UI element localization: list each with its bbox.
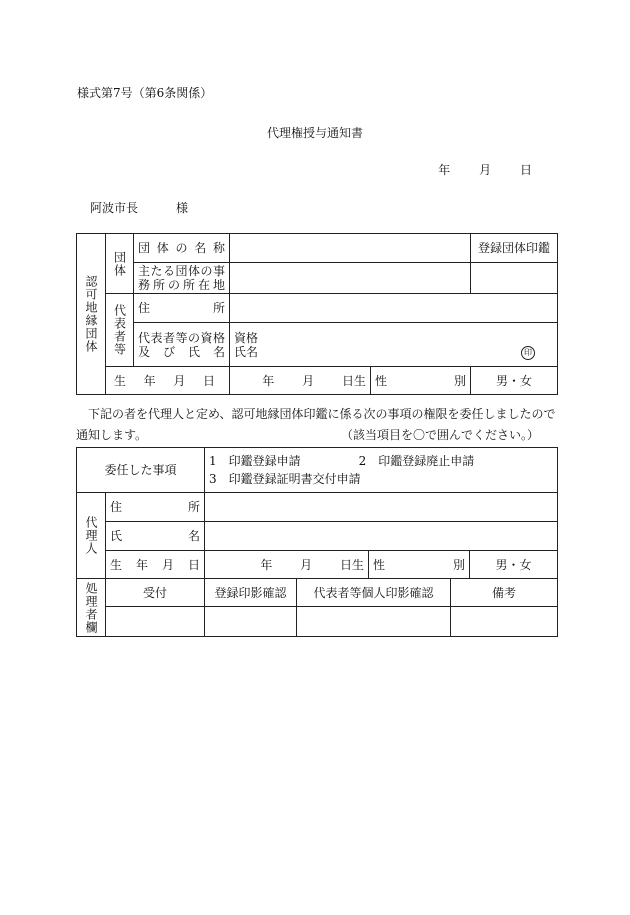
seal-check-header: 登録印影確認 [205,579,297,607]
seal-check-field[interactable] [205,607,297,637]
agent-birth-date-field[interactable] [205,551,369,579]
birth-date-field[interactable] [230,367,371,395]
notice-note: （該当項目を〇で囲んでください。） [347,428,540,442]
date-year: 年 [438,163,451,177]
document-title: 代理権授与通知書 [266,126,363,140]
org-side-label: 認可地縁団体 [77,234,106,395]
org-rep-label: 代表者等 [106,294,134,367]
seal-mark: 印 [521,346,535,360]
birth-year: 年 [262,373,275,388]
delegation-notice [76,404,566,446]
delegated-items-label: 委任した事項 [77,448,205,493]
rep-qualification-name-field[interactable] [230,323,558,367]
remarks-field[interactable] [451,607,558,637]
birth-month: 月 [302,373,315,388]
item-seal-registration[interactable]: 1 印鑑登録申請 [209,454,301,468]
notice-line-2: 通知します。 （該当項目を〇で囲んでください。） [76,428,540,442]
name-label: 氏名 [234,344,259,359]
sex-value[interactable]: 男・女 [471,367,558,395]
seal-area [471,263,558,294]
item-seal-certificate[interactable]: 3 印鑑登録証明書交付申請 [209,472,361,486]
agent-birth-day: 日生 [340,557,365,572]
processor-label: 処理者欄 [77,579,106,637]
rep-seal-check-field[interactable] [297,607,451,637]
rep-qualification-name-label: 代表者等の資格及び氏名 [134,323,230,367]
agent-address-label: 住 所 [106,493,205,522]
date-month: 月 [479,163,492,177]
date-line [438,161,532,178]
org-name-label: 団体の名称 [134,234,230,263]
birth-label: 生年月日 [106,367,230,395]
agent-sex-label: 性 別 [369,551,470,579]
organization-table [76,233,558,395]
org-name-field[interactable] [230,234,471,263]
birth-day: 日生 [341,373,366,388]
agent-sex-value[interactable]: 男・女 [470,551,558,579]
agent-birth-label: 生年月日 [106,551,205,579]
notice-line-1: 下記の者を代理人と定め、認可地縁団体印鑑に係る次の事項の権限を委任しましたので [88,407,556,421]
addressee-honorific: 様 [176,201,189,215]
agent-table [76,447,558,637]
item-seal-abolition[interactable]: 2 印鑑登録廃止申請 [358,454,475,468]
rep-seal-check-header: 代表者等個人印影確認 [297,579,451,607]
received-field[interactable] [106,607,205,637]
qualification-label: 資格 [234,330,259,345]
received-header: 受付 [106,579,205,607]
address-field[interactable] [230,294,558,323]
agent-address-field[interactable] [205,493,558,522]
form-number: 様式第7号（第6条関係） [77,86,213,100]
org-group-label: 団体 [106,234,134,294]
address-label: 住 所 [134,294,230,323]
agent-label: 代理人 [77,493,106,579]
delegated-items[interactable] [205,448,558,493]
date-day: 日 [519,163,532,177]
office-location-label: 主たる団体の事務所の所在地 [134,263,230,294]
remarks-header: 備考 [451,579,558,607]
office-location-field[interactable] [230,263,471,294]
seal-header: 登録団体印鑑 [471,234,558,263]
agent-name-field[interactable] [205,522,558,551]
addressee-name: 阿波市長 [90,201,139,215]
agent-birth-year: 年 [260,557,273,572]
agent-name-label: 氏 名 [106,522,205,551]
agent-birth-month: 月 [300,557,313,572]
sex-label: 性 別 [371,367,471,395]
addressee [90,199,188,216]
